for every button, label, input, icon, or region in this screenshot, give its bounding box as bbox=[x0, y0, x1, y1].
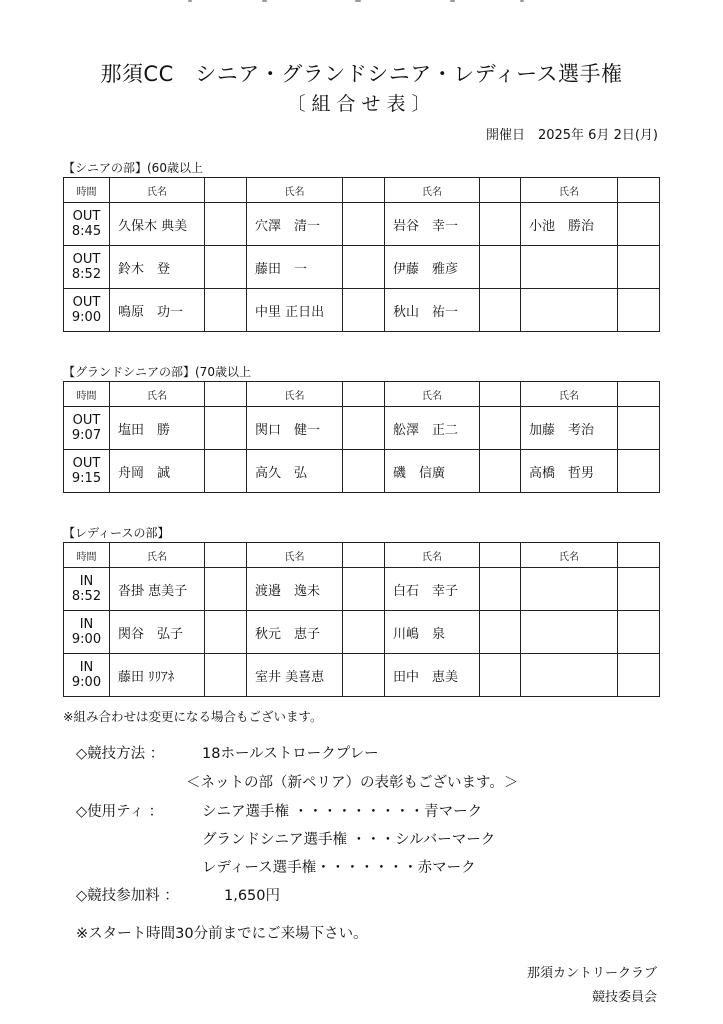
tee-time: OUT 8:45 bbox=[64, 203, 110, 246]
header-blank bbox=[480, 178, 521, 203]
competition-method-value: 18ホールストロークプレー bbox=[202, 746, 379, 762]
blank-cell bbox=[480, 611, 521, 654]
header-name: 氏名 bbox=[521, 178, 618, 203]
table-row bbox=[64, 654, 660, 697]
tee-time: OUT 9:00 bbox=[64, 289, 110, 332]
table-header-row bbox=[64, 382, 660, 407]
player-name: 藤田 ﾘﾘｱﾈ bbox=[110, 654, 205, 697]
header-name: 氏名 bbox=[110, 543, 205, 568]
header-name: 氏名 bbox=[521, 543, 618, 568]
blank-cell bbox=[480, 407, 521, 450]
tee-senior: シニア選手権 ・・・・・・・・・青マーク bbox=[202, 804, 483, 820]
scan-speck bbox=[450, 0, 455, 2]
net-division-note: ＜ネットの部（新ペリア）の表彰もございます。＞ bbox=[186, 775, 519, 791]
scan-speck bbox=[262, 0, 267, 2]
entry-fee-value: 1,650円 bbox=[224, 888, 281, 904]
blank-cell bbox=[480, 450, 521, 493]
header-blank bbox=[618, 543, 660, 568]
blank-cell bbox=[343, 611, 385, 654]
document-title: 那須CC シニア・グランドシニア・レディース選手権 bbox=[100, 62, 623, 86]
header-time: 時間 bbox=[64, 543, 110, 568]
change-notice: ※組み合わせは変更になる場合もございます。 bbox=[63, 709, 323, 724]
table-row bbox=[64, 407, 660, 450]
player-name: 関口 健一 bbox=[247, 407, 343, 450]
player-name: 小池 勝治 bbox=[521, 203, 618, 246]
tee-time: IN 9:00 bbox=[64, 611, 110, 654]
pairing-table-senior bbox=[63, 177, 660, 332]
section-label-grand-senior: 【グランドシニアの部】(70歳以上 bbox=[63, 365, 251, 379]
blank-cell bbox=[618, 289, 660, 332]
player-name: 磯 信廣 bbox=[385, 450, 480, 493]
blank-cell bbox=[343, 654, 385, 697]
player-name: 白石 幸子 bbox=[385, 568, 480, 611]
blank-cell bbox=[343, 289, 385, 332]
blank-cell bbox=[205, 289, 247, 332]
player-name: 沓掛 恵美子 bbox=[110, 568, 205, 611]
tee-time: OUT 9:07 bbox=[64, 407, 110, 450]
header-blank bbox=[205, 543, 247, 568]
header-blank bbox=[205, 178, 247, 203]
blank-cell bbox=[205, 246, 247, 289]
blank-cell bbox=[480, 568, 521, 611]
table-row bbox=[64, 611, 660, 654]
blank-cell bbox=[480, 289, 521, 332]
pairing-table-ladies bbox=[63, 542, 660, 697]
document-subtitle: 〔組合せ表〕 bbox=[286, 93, 437, 115]
club-name: 那須カントリークラブ bbox=[526, 966, 657, 981]
header-time: 時間 bbox=[64, 382, 110, 407]
player-name: 藤田 一 bbox=[247, 246, 343, 289]
scan-speck bbox=[520, 0, 524, 2]
committee-name: 競技委員会 bbox=[591, 990, 657, 1005]
player-name: 秋元 恵子 bbox=[247, 611, 343, 654]
player-name: 秋山 祐一 bbox=[385, 289, 480, 332]
player-name: 川嶋 泉 bbox=[385, 611, 480, 654]
tee-time: OUT 8:52 bbox=[64, 246, 110, 289]
header-time: 時間 bbox=[64, 178, 110, 203]
player-name bbox=[521, 654, 618, 697]
blank-cell bbox=[618, 611, 660, 654]
header-name: 氏名 bbox=[247, 382, 343, 407]
blank-cell bbox=[343, 568, 385, 611]
tee-label: ◇使用ティ ： bbox=[76, 804, 164, 820]
player-name: 加藤 考治 bbox=[521, 407, 618, 450]
player-name: 田中 恵美 bbox=[385, 654, 480, 697]
blank-cell bbox=[205, 450, 247, 493]
header-name: 氏名 bbox=[521, 382, 618, 407]
blank-cell bbox=[205, 611, 247, 654]
scan-speck bbox=[355, 0, 361, 2]
player-name: 舟岡 誠 bbox=[110, 450, 205, 493]
blank-cell bbox=[205, 203, 247, 246]
header-name: 氏名 bbox=[385, 382, 480, 407]
table-header-row bbox=[64, 543, 660, 568]
blank-cell bbox=[618, 407, 660, 450]
header-blank bbox=[480, 543, 521, 568]
section-label-ladies: 【レディースの部】 bbox=[63, 526, 170, 540]
player-name: 塩田 勝 bbox=[110, 407, 205, 450]
blank-cell bbox=[618, 450, 660, 493]
blank-cell bbox=[205, 407, 247, 450]
event-date: 開催日 2025年 6月 2日(月) bbox=[485, 128, 658, 143]
tee-time: OUT 9:15 bbox=[64, 450, 110, 493]
tee-time: IN 8:52 bbox=[64, 568, 110, 611]
blank-cell bbox=[205, 568, 247, 611]
player-name: 鈴木 登 bbox=[110, 246, 205, 289]
table-row bbox=[64, 203, 660, 246]
scan-speck bbox=[188, 0, 192, 2]
blank-cell bbox=[480, 203, 521, 246]
player-name: 高橋 哲男 bbox=[521, 450, 618, 493]
header-blank bbox=[343, 543, 385, 568]
player-name: 鳴原 功一 bbox=[110, 289, 205, 332]
header-name: 氏名 bbox=[385, 543, 480, 568]
blank-cell bbox=[343, 246, 385, 289]
header-blank bbox=[343, 382, 385, 407]
header-name: 氏名 bbox=[110, 178, 205, 203]
entry-fee-label: ◇競技参加料 ： bbox=[76, 888, 179, 904]
player-name: 室井 美喜恵 bbox=[247, 654, 343, 697]
table-header-row bbox=[64, 178, 660, 203]
header-name: 氏名 bbox=[247, 543, 343, 568]
blank-cell bbox=[343, 450, 385, 493]
player-name: 伊藤 雅彦 bbox=[385, 246, 480, 289]
header-name: 氏名 bbox=[247, 178, 343, 203]
player-name: 関谷 弘子 bbox=[110, 611, 205, 654]
player-name bbox=[521, 568, 618, 611]
player-name: 渡邉 逸未 bbox=[247, 568, 343, 611]
player-name: 中里 正日出 bbox=[247, 289, 343, 332]
tee-grand-senior: グランドシニア選手権 ・・・シルバーマーク bbox=[202, 832, 496, 848]
header-blank bbox=[343, 178, 385, 203]
blank-cell bbox=[205, 654, 247, 697]
player-name: 舩澤 正二 bbox=[385, 407, 480, 450]
header-blank bbox=[618, 382, 660, 407]
table-row bbox=[64, 450, 660, 493]
header-name: 氏名 bbox=[385, 178, 480, 203]
competition-method-label: ◇競技方法 ： bbox=[76, 746, 165, 762]
blank-cell bbox=[618, 203, 660, 246]
blank-cell bbox=[618, 654, 660, 697]
header-blank bbox=[480, 382, 521, 407]
pairing-table-grand-senior bbox=[63, 381, 660, 493]
arrival-notice: ※スタート時間30分前までにご来場下さい。 bbox=[76, 926, 368, 942]
player-name bbox=[521, 611, 618, 654]
player-name: 岩谷 幸一 bbox=[385, 203, 480, 246]
player-name: 久保木 典美 bbox=[110, 203, 205, 246]
player-name: 穴澤 清一 bbox=[247, 203, 343, 246]
section-label-senior: 【シニアの部】(60歳以上 bbox=[63, 161, 203, 175]
tee-ladies: レディース選手権・・・・・・・赤マーク bbox=[202, 860, 476, 876]
player-name: 高久 弘 bbox=[247, 450, 343, 493]
blank-cell bbox=[618, 568, 660, 611]
blank-cell bbox=[618, 246, 660, 289]
player-name bbox=[521, 246, 618, 289]
header-name: 氏名 bbox=[110, 382, 205, 407]
blank-cell bbox=[480, 654, 521, 697]
table-row bbox=[64, 246, 660, 289]
tee-time: IN 9:00 bbox=[64, 654, 110, 697]
table-row bbox=[64, 568, 660, 611]
header-blank bbox=[618, 178, 660, 203]
blank-cell bbox=[480, 246, 521, 289]
header-blank bbox=[205, 382, 247, 407]
table-row bbox=[64, 289, 660, 332]
blank-cell bbox=[343, 203, 385, 246]
player-name bbox=[521, 289, 618, 332]
blank-cell bbox=[343, 407, 385, 450]
